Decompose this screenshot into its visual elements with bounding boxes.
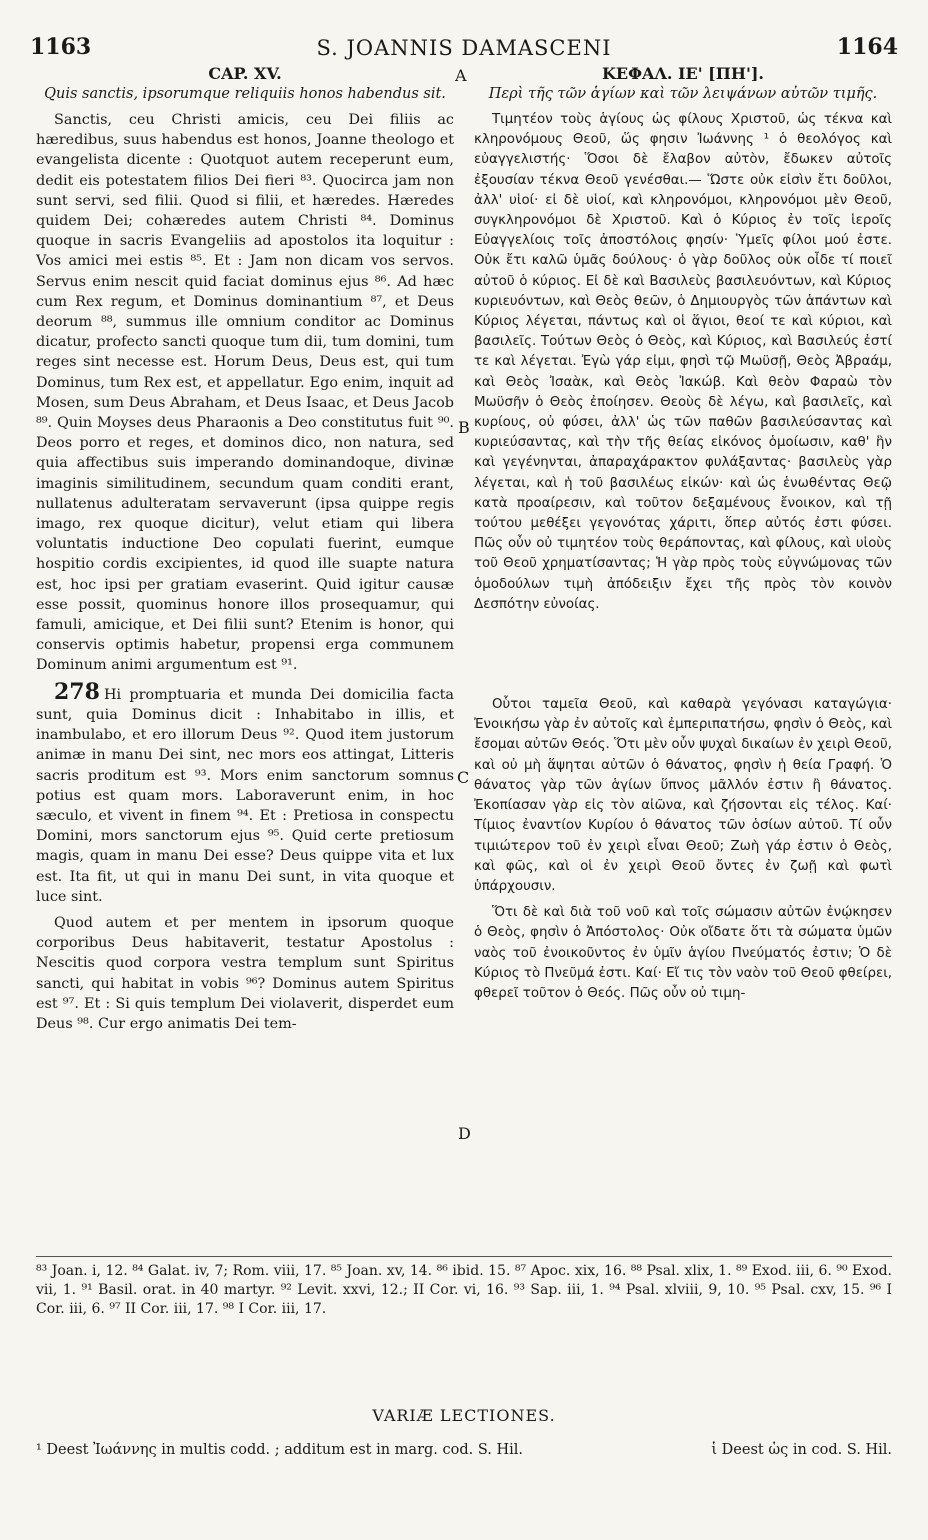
margin-marker-c: C bbox=[457, 768, 470, 787]
variant-reading: ἱ Deest ὡς in cod. S. Hil. bbox=[711, 1442, 892, 1458]
margin-marker-b: B bbox=[458, 418, 470, 437]
footnotes: ⁸³ Joan. i, 12. ⁸⁴ Galat. iv, 7; Rom. viii, 17. ⁸⁵ Joan. xv, 14. ⁸⁶ ibid. 15. ⁸⁷ Apoc. xix, 16. ⁸⁸ Psal. xlix, 1. ⁸⁹ Exod. iii, 6. ⁹⁰ Exod. vii, 1. ⁹¹ Basil. orat. in 40 martyr. ⁹² Levit. xxvi, 12.; II Cor. vi, 16. ⁹³ Sap. iii, 1. ⁹⁴ Psal. xlviii, 9, 10. ⁹⁵ Psal. cxv, 15. ⁹⁶ I Cor. iii, 6. ⁹⁷ II Cor. iii, 17. ⁹⁸ I Cor. iii, 17. bbox=[36, 1263, 892, 1317]
greek-chapter-title: ΚΕΦΑΛ. ΙΕ' [ΠΗ']. bbox=[602, 64, 764, 83]
variant-reading: ¹ Deest Ἰωάννης in multis codd. ; additum est in marg. cod. S. Hil. bbox=[36, 1442, 524, 1458]
page-header bbox=[30, 34, 898, 64]
latin-paragraph: Quod autem et per mentem in ipsorum quoque corporibus Deus habitaverit, testatur Apostolus : Nescitis quod corpora vestra templum sunt Spiritus sancti, qui habitat in vobis ⁹⁶? Dominus autem Spiritus est ⁹⁷. Et : Si quis templum Dei violaverit, disperdet eum Deus ⁹⁸. Cur ergo animatis Dei tem- bbox=[36, 914, 454, 1032]
latin-column bbox=[36, 64, 454, 1250]
greek-column bbox=[474, 64, 892, 1250]
margin-marker-d: D bbox=[458, 1124, 471, 1143]
running-title: S. JOANNIS DAMASCENI bbox=[316, 36, 612, 60]
latin-paragraph bbox=[36, 678, 454, 907]
margin-marker-a: A bbox=[455, 66, 467, 85]
footnote-divider bbox=[36, 1256, 892, 1257]
page-number-right: 1164 bbox=[836, 34, 898, 60]
page-number-left: 1163 bbox=[30, 34, 92, 60]
latin-paragraph: Sanctis, ceu Christi amicis, ceu Dei filiis ac hæredibus, suus habendus est honos, Joanne theologo et evangelista dicente : Quotquot autem receperunt eum, dedit eis potestatem filios Dei fieri ⁸³. Quocirca jam non sunt servi, sed filii. Quod si filii, et hæredes. Hæredes quidem Dei; cohæredes autem Christi ⁸⁴. Dominus quoque in sacris Evangeliis ad apostolos ita loquitur : Vos amici mei estis ⁸⁵. Et : Jam non dicam vos servos. Servus enim nescit quid faciat dominus ejus ⁸⁶. Ad hæc cum Rex regum, et Dominus dominantium ⁸⁷, et Deus deorum ⁸⁸, summus ille omnium conditor ac Dominus dicatur, profecto sancti quoque tum dii, tum domini, tum reges sint necesse est. Horum Deus, Deus est, qui tum Dominus, tum Rex est, et appellatur. Ego enim, inquit ad Mosen, sum Deus Abraham, et Deus Isaac, et Deus Jacob ⁸⁹. Quin Moyses deus Pharaonis a Deo constitutus fuit ⁹⁰. Deos porro et reges, et dominos dico, non natura, sed quia affectibus suis imperando dominandoque, divinæ imaginis similitudinem, secundum quam conditi erant, nullatenus adulteratam servaverunt (ipsa quippe regis imago, rex quoque dicitur), velut etiam qui libera voluntatis inductione Deo copulati fuerint, eumque hospitio cordis excipientes, id quod ille suapte natura est, hoc ipsi per gratiam evaserint. Quid igitur causæ esse possit, quominus honore illos prosequamur, qui famuli, amicique, et Dei filii sunt? Etenim is honor, qui conservis optimis habetur, propensi erga communem Dominum animi argumentum est ⁹¹. bbox=[36, 112, 454, 674]
greek-paragraph: Τιμητέον τοὺς ἁγίους ὡς φίλους Χριστοῦ, ὡς τέκνα καὶ κληρονόμους Θεοῦ, ὥς φησιν Ἰωάννης ¹ ὁ θεολόγος καὶ εὐαγγελιστής· Ὅσοι δὲ ἔλαβον αὐτὸν, ἔδωκεν αὐτοῖς ἐξουσίαν τέκνα Θεοῦ γενέσθαι.— Ὥστε οὐκ εἰσὶν ἔτι δοῦλοι, ἀλλ' υἱοί· εἰ δὲ υἱοί, καὶ κληρονόμοι, κληρονόμοι μὲν Θεοῦ, συγκληρονόμοι δὲ Χριστοῦ. Καὶ ὁ Κύριος ἐν τοῖς ἱεροῖς Εὐαγγελίοις τοῖς ἀποστόλοις φησίν· Ὑμεῖς φίλοι μού ἐστε. Οὐκ ἔτι καλῶ ὑμᾶς δούλους· ὁ γὰρ δοῦλος οὐκ οἶδε τί ποιεῖ αὐτοῦ ὁ κύριος. Εἰ δὲ καὶ Βασιλεὺς βασιλευόντων, καὶ Κύριος κυριευόντων, καὶ Θεὸς θεῶν, ὁ Δημιουργὸς τῶν ἁπάντων καὶ Κύριος λέγεται, πάντως καὶ οἱ ἅγιοι, θεοί τε καὶ κύριοι, καὶ βασιλεῖς. Τούτων Θεὸς ὁ Θεὸς, καὶ Κύριος, καὶ Βασιλεύς ἐστί τε καὶ λέγεται. Ἐγὼ γάρ εἰμι, φησὶ τῷ Μωϋσῇ, Θεὸς Ἀβραάμ, καὶ Θεὸς Ἰσαὰκ, καὶ Θεὸς Ἰακώβ. Καὶ θεὸν Φαραὼ τὸν Μωϋσῆν ὁ Θεὸς ἐποίησεν. Θεοὺς δὲ λέγω, καὶ βασιλεῖς, καὶ κυρίους, οὐ φύσει, ἀλλ' ὡς τῶν παθῶν βασιλεύσαντας καὶ κυριεύσαντας, καὶ τὴν τῆς θείας εἰκόνος ὁμοίωσιν, καθ' ἣν καὶ γεγένηνται, ἀπαραχάρακτον φυλάξαντας· βασιλεὺς γὰρ λέγεται, καὶ ἡ τοῦ βασιλέως εἰκών· καὶ ὡς ἑνωθέντας Θεῷ κατὰ προαίρεσιν, καὶ τοῦτον δεξαμένους ἔνοικον, καὶ τῇ τούτου μεθέξει γεγονότας χάριτι, ὅπερ αὐτός ἐστι φύσει. Πῶς οὖν οὐ τιμητέον τοὺς θεράποντας, καὶ φίλους, καὶ υἱοὺς τοῦ Θεοῦ χρηματίσαντας; Ἡ γὰρ πρὸς τοὺς εὐγνώμονας τῶν ὁμοδούλων τιμὴ ἀπόδειξιν ἔχει τῆς πρὸς τὸν κοινὸν Δεσπότην εὐνοίας. bbox=[474, 112, 892, 612]
latin-paragraph-text: Hi promptuaria et munda Dei domicilia facta sunt, quia Dominus dicit : Inhabitabo in illis, et inambulabo, et ero illorum Deus ⁹². Quod item justorum animæ in manu Dei sint, nec mors eos attingat, Litteris sacris proditum est ⁹³. Mors enim sanctorum somnus potius est quam mors. Laboraverunt enim, in hoc sæculo, et vivent in finem ⁹⁴. Et : Pretiosa in conspectu Domini, mors sanctorum ejus ⁹⁵. Quid certe pretiosum magis, quam in manu Dei esse? Deus quippe vita et lux est. Ita fit, ut qui in manu Dei sunt, in vita quoque et luce sint. bbox=[36, 686, 454, 905]
greek-paragraph: Οὗτοι ταμεῖα Θεοῦ, καὶ καθαρὰ γεγόνασι καταγώγια· Ἐνοικήσω γὰρ ἐν αὐτοῖς καὶ ἐμπεριπατήσω, φησὶν ὁ Θεὸς, καὶ ἔσομαι αὐτῶν Θεός. Ὅτι μὲν οὖν ψυχαὶ δικαίων ἐν χειρὶ Θεοῦ, καὶ οὐ μὴ ἅψηται αὐτῶν ὁ θάνατος, φησὶν ἡ θεία Γραφή. Ὁ θάνατος γὰρ τῶν ἁγίων ὕπνος μᾶλλόν ἐστιν ἢ θάνατος. Ἐκοπίασαν γὰρ εἰς τὸν αἰῶνα, καὶ ζήσονται εἰς τέλος. Καί· Τίμιος ἐναντίον Κυρίου ὁ θάνατος τῶν ὁσίων αὐτοῦ. Τί οὖν τιμιώτερον τοῦ ἐν χειρὶ εἶναι Θεοῦ; Ζωὴ γάρ ἐστιν ὁ Θεὸς, καὶ φῶς, καὶ οἱ ἐν χειρὶ Θεοῦ ὄντες ἐν ζωῇ καὶ φωτὶ ὑπάρχουσιν. bbox=[474, 697, 892, 894]
greek-chapter-subtitle: Περὶ τῆς τῶν ἁγίων καὶ τῶν λειψάνων αὐτῶν τιμῆς. bbox=[488, 86, 878, 102]
variae-lectiones bbox=[36, 1440, 892, 1460]
latin-chapter-subtitle: Quis sanctis, ipsorumque reliquiis honos habendus sit. bbox=[44, 86, 446, 102]
variae-lectiones-title: VARIÆ LECTIONES. bbox=[372, 1406, 556, 1425]
column-gap bbox=[474, 615, 892, 695]
greek-paragraph: Ὅτι δὲ καὶ διὰ τοῦ νοῦ καὶ τοῖς σώμασιν αὐτῶν ἐνῴκησεν ὁ Θεὸς, φησὶν ὁ Ἀπόστολος· Οὐκ οἴδατε ὅτι τὰ σώματα ὑμῶν ναὸς τοῦ ἐνοικοῦντος ἐν ὑμῖν ἁγίου Πνεύματός ἐστιν; Ὁ δὲ Κύριος τὸ Πνεῦμά ἐστι. Καί· Εἴ τις τὸν ναὸν τοῦ Θεοῦ φθείρει, φθερεῖ τοῦτον ὁ Θεός. Πῶς οὖν οὐ τιμη- bbox=[474, 905, 892, 1001]
latin-chapter-title: CAP. XV. bbox=[208, 64, 282, 83]
column-number: 278 bbox=[54, 678, 100, 705]
